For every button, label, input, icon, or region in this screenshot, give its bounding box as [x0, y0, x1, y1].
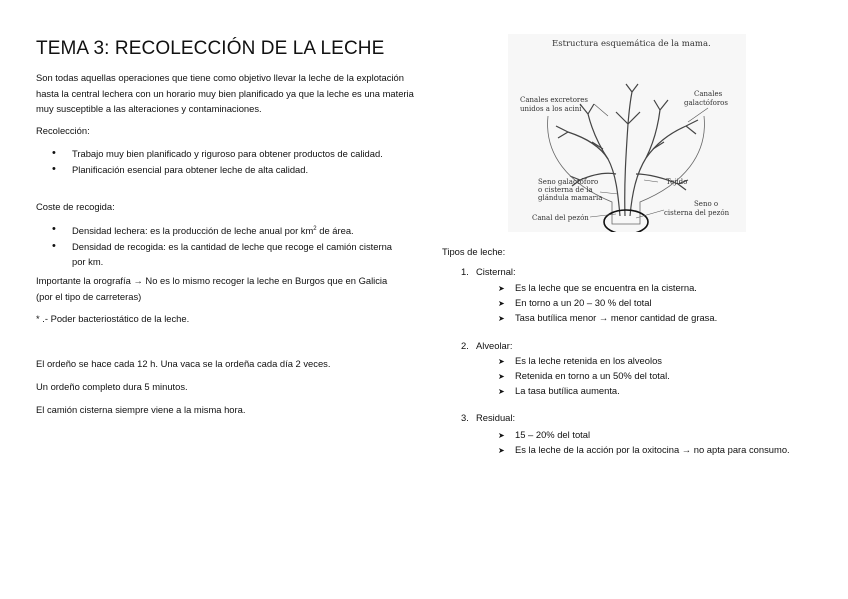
tipo-alveolar: [461, 340, 512, 351]
label-galactoforos: Canales: [694, 90, 723, 98]
list-number: 3.: [461, 412, 469, 423]
list-label: Cisternal:: [476, 266, 516, 277]
label-seno-pezon: Seno o: [694, 200, 719, 208]
list-item: [498, 383, 620, 399]
item-text: Retenida en torno a un 50% del total.: [515, 370, 670, 381]
intro-paragraph: Son todas aquellas operaciones que tiene como objetivo llevar la leche de la explotación hasta la central lechera con un horario muy bien planificado ya que la leche es una materia muy susceptible a las alteraciones y contaminaciones.: [36, 72, 414, 114]
list-label: Alveolar:: [476, 340, 513, 351]
bacteriostatico-note: * .- Poder bacteriostático de la leche.: [36, 313, 190, 324]
list-item: [498, 280, 697, 296]
list-item: [498, 368, 670, 384]
superscript: 2: [313, 226, 317, 232]
importante-paragraph: Importante la orografía → No es lo mismo recoger la leche en Burgos que en Galicia (por el tipo de carreteras): [36, 275, 388, 302]
densidad-lechera-suffix: de área.: [316, 225, 354, 237]
arrow-bullet-icon: ➤: [498, 431, 505, 440]
list-item: [498, 310, 717, 326]
list-item: • Trabajo muy bien planificado y riguroso para obtener productos de calidad.: [36, 146, 396, 161]
arrow-bullet-icon: ➤: [498, 314, 505, 323]
densidad-lechera-text: Densidad lechera: es la producción de leche anual por km: [72, 225, 314, 237]
recoleccion-list: [36, 146, 396, 177]
label-excretores: Canales excretores: [520, 96, 589, 104]
recoleccion-heading: Recolección:: [36, 125, 90, 136]
leader-lines: [590, 104, 708, 218]
mammary-gland-diagram: [508, 34, 746, 232]
label-tejido: Tejido: [666, 178, 688, 186]
ordeno-frequency: El ordeño se hace cada 12 h. Una vaca se la ordeña cada día 2 veces.: [36, 358, 331, 369]
coste-list: [36, 222, 396, 269]
item-text: Es la leche que se encuentra en la cisterna.: [515, 282, 697, 293]
diagram-title: Estructura esquemática de la mama.: [552, 39, 711, 49]
list-item: • Planificación esencial para obtener leche de alta calidad.: [36, 162, 396, 177]
arrow-bullet-icon: ➤: [498, 357, 505, 366]
arrow-bullet-icon: ➤: [498, 284, 505, 293]
label-seno-pezon-2: cisterna del pezón: [664, 209, 730, 217]
item-text: Es la leche de la acción por la oxitocina → no apta para consumo.: [515, 444, 790, 455]
arrow-bullet-icon: ➤: [498, 387, 505, 396]
arrow-bullet-icon: ➤: [498, 299, 505, 308]
list-item: [36, 222, 396, 238]
label-seno-3: glándula mamaria: [538, 194, 603, 202]
label-excretores-2: unidos a los acini: [520, 105, 582, 113]
item-text: En torno a un 20 – 30 % del total: [515, 297, 652, 308]
label-seno: Seno galactóforo: [538, 178, 599, 186]
list-item: [498, 427, 590, 443]
arrow-bullet-icon: ➤: [498, 372, 505, 381]
label-seno-2: o cisterna de la: [538, 186, 593, 194]
list-number: 1.: [461, 266, 469, 277]
list-item: [498, 353, 662, 369]
list-number: 2.: [461, 340, 469, 351]
list-item: [498, 442, 790, 458]
arrow-bullet-icon: ➤: [498, 446, 505, 455]
list-label: Residual:: [476, 412, 516, 423]
camion-note: El camión cisterna siempre viene a la misma hora.: [36, 404, 246, 415]
tipos-heading: Tipos de leche:: [442, 246, 506, 257]
coste-heading: Coste de recogida:: [36, 201, 115, 212]
ordeno-duration: Un ordeño completo dura 5 minutos.: [36, 381, 188, 392]
tipo-cisternal: [461, 266, 516, 277]
item-text: La tasa butílica aumenta.: [515, 385, 620, 396]
tipo-residual: [461, 412, 515, 423]
label-galactoforos-2: galactóforos: [684, 99, 728, 107]
item-text: 15 – 20% del total: [515, 429, 591, 440]
item-text: Es la leche retenida en los alveolos: [515, 355, 662, 366]
page-title: TEMA 3: RECOLECCIÓN DE LA LECHE: [36, 38, 385, 59]
list-item: [498, 295, 652, 311]
label-canal-pezon: Canal del pezón: [532, 214, 589, 222]
list-item: • Densidad de recogida: es la cantidad de leche que recoge el camión cisterna por km.: [36, 239, 396, 269]
teat-circle: [604, 210, 648, 232]
item-text: Tasa butílica menor → menor cantidad de grasa.: [515, 312, 718, 323]
